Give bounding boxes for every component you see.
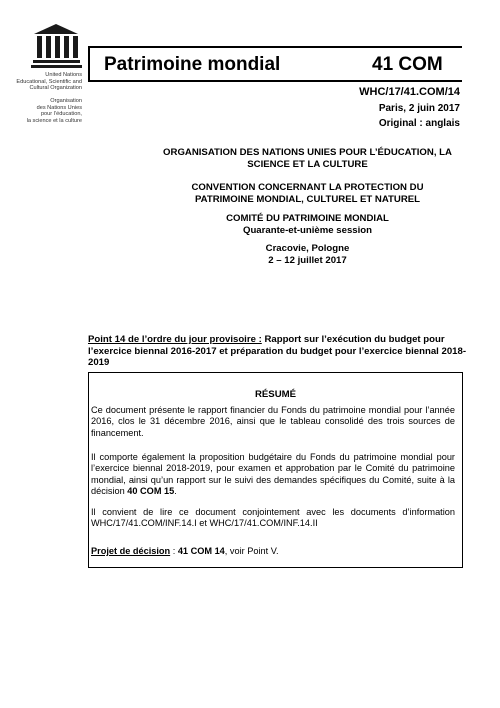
session-code: 41 COM [372, 54, 443, 75]
meeting-dates-text: 2 – 12 juillet 2017 [268, 255, 347, 266]
committee-name-text: COMITÉ DU PATRIMOINE MONDIAL [226, 213, 389, 224]
heading-line: ORGANISATION DES NATIONS UNIES POUR L’ÉDUCATION, LA [163, 147, 452, 158]
org-en-line: United Nations [45, 72, 82, 78]
decision-end: , voir Point V. [224, 546, 279, 556]
organization-name-en [16, 72, 82, 92]
decision-separator: : [170, 546, 178, 556]
session-name-text: Quarante-et-unième session [242, 225, 373, 236]
agenda-text: Rapport sur l’exécution du budget pour l’exercice biennal 2016-2017 et préparation du budget pour l’exercice biennal 2018-2019 [88, 334, 467, 368]
committee-name [160, 213, 455, 225]
unesco-temple-logo-icon [30, 22, 82, 72]
organization-name-fr [27, 98, 82, 124]
org-fr-line: la science et la culture [26, 117, 82, 124]
decision-reference: 40 COM 15 [127, 486, 175, 497]
meeting-dates [160, 255, 455, 267]
heading-line: PATRIMOINE MONDIAL, CULTUREL ET NATUREL [194, 194, 421, 205]
agenda-item [88, 334, 468, 369]
convention-heading [160, 182, 455, 206]
org-fr-line: des Nations Unies [36, 104, 82, 111]
org-en-line: Educational, Scientific and [16, 78, 82, 85]
paragraph-end: . [174, 486, 177, 497]
org-fr-line: pour l’éducation, [40, 111, 82, 118]
draft-decision-label: Projet de décision [91, 546, 171, 556]
org-fr-line: Organisation [50, 98, 82, 104]
paragraph-text: Il comporte également la proposition budgétaire du Fonds du patrimoine mondial pour l’exercice biennal 2018-2019, pour examen et approbation par le Comité du patrimoine mondial, ainsi qu’un rapport sur le suivi des demandes spécifiques du Comité, suite à la décision [91, 452, 455, 497]
summary-paragraph [91, 452, 455, 498]
org-en-line: Cultural Organization [29, 85, 82, 92]
meeting-place-text: Cracovie, Pologne [265, 243, 350, 254]
session-name [160, 225, 455, 237]
heading-line: CONVENTION CONCERNANT LA PROTECTION DU [191, 182, 424, 193]
document-language: Original : anglais [378, 118, 460, 129]
meeting-place [160, 243, 455, 255]
document-date: Paris, 2 juin 2017 [378, 103, 460, 114]
agenda-label: Point 14 de l’ordre du jour provisoire : [88, 334, 262, 345]
organization-heading [160, 147, 455, 171]
document-code: WHC/17/41.COM/14 [359, 86, 460, 98]
draft-decision [91, 546, 279, 556]
summary-title: RÉSUMÉ [254, 389, 297, 400]
heading-line: SCIENCE ET LA CULTURE [247, 159, 368, 170]
summary-paragraph: Ce document présente le rapport financier du Fonds du patrimoine mondial pour l’année 2016, clos le 31 décembre 2016, ainsi que le tableau consolidé des trois sources de financement. [91, 405, 455, 438]
document-title: Patrimoine mondial [104, 54, 281, 75]
summary-paragraph: Il convient de lire ce document conjointement avec les documents d’information WHC/17/41.COM/INF.14.I et WHC/17/41.COM/INF.14.II [91, 507, 455, 529]
decision-number: 41 COM 14 [177, 546, 225, 556]
